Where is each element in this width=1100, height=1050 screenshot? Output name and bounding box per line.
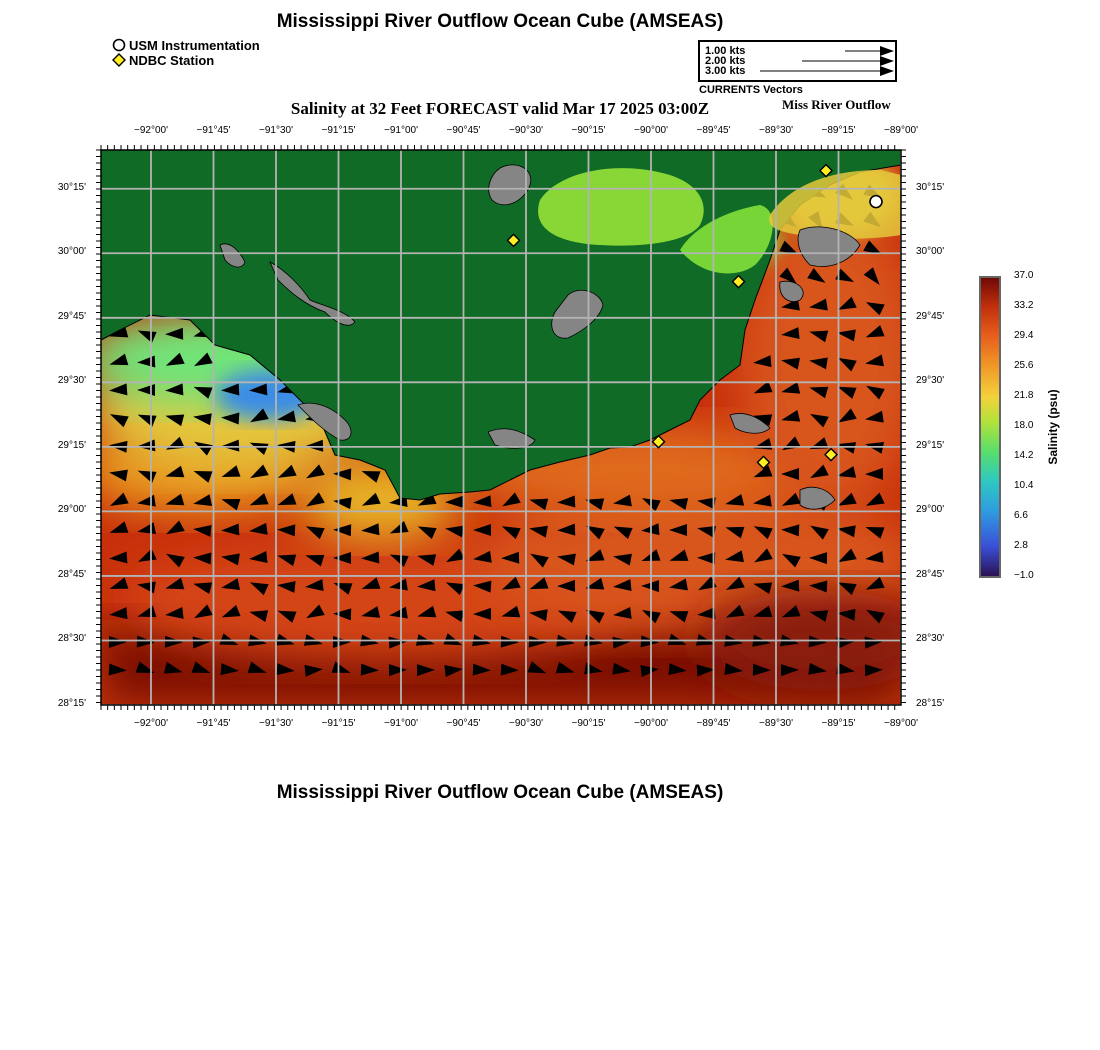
axis-tick-label: 30°00' bbox=[916, 246, 945, 258]
axis-tick-label: 29°15' bbox=[57, 439, 86, 451]
axis-tick-label: −89°45' bbox=[696, 125, 731, 136]
colorbar-tick-label: 33.2 bbox=[1014, 300, 1034, 311]
axis-tick-label: 28°45' bbox=[916, 568, 945, 580]
axis-tick-label: −89°30' bbox=[759, 718, 793, 729]
axis-tick-label: 30°00' bbox=[57, 246, 86, 258]
axis-tick-label: 29°45' bbox=[57, 310, 86, 322]
vector-label-1: 1.00 kts bbox=[705, 45, 746, 57]
axis-tick-label: 28°30' bbox=[57, 633, 86, 645]
axis-tick-label: −92°00' bbox=[134, 718, 168, 729]
usm-instrument-marker bbox=[870, 196, 882, 208]
axis-tick-label: −89°00' bbox=[884, 718, 918, 729]
axis-tick-label: 29°00' bbox=[57, 504, 86, 516]
legend-usm-label: USM Instrumentation bbox=[129, 37, 260, 53]
colorbar-tick-label: 25.6 bbox=[1014, 360, 1034, 371]
colorbar bbox=[975, 274, 1005, 579]
axis-tick-label: 30°15' bbox=[57, 181, 86, 193]
axis-tick-label: −91°15' bbox=[321, 125, 356, 136]
axis-tick-label: −91°45' bbox=[196, 125, 231, 136]
axis-tick-label: −89°45' bbox=[696, 718, 731, 729]
axis-tick-label: 28°15' bbox=[916, 698, 945, 709]
axis-tick-label: −91°00' bbox=[384, 125, 418, 136]
colorbar-tick-label: −1.0 bbox=[1014, 570, 1034, 581]
colorbar-tick-label: 14.2 bbox=[1014, 450, 1034, 461]
axis-tick-label: −92°00' bbox=[134, 125, 168, 136]
axis-tick-label: −91°45' bbox=[196, 718, 231, 729]
axis-tick-label: −90°30' bbox=[509, 125, 543, 136]
axis-tick-label: 29°45' bbox=[916, 310, 945, 322]
axis-tick-label: −90°00' bbox=[634, 718, 668, 729]
map-subtitle: Salinity at 32 Feet FORECAST valid Mar 17 2025 03:00Z bbox=[290, 99, 710, 118]
colorbar-tick-label: 18.0 bbox=[1014, 420, 1034, 431]
axis-tick-label: −89°30' bbox=[759, 125, 793, 136]
axis-tick-label: 29°15' bbox=[916, 439, 945, 451]
colorbar-tick-label: 10.4 bbox=[1014, 480, 1034, 491]
axis-tick-label: −90°00' bbox=[634, 125, 668, 136]
vector-label-3: 3.00 kts bbox=[705, 65, 746, 77]
axis-tick-label: −91°30' bbox=[259, 718, 293, 729]
colorbar-tick-label: 6.6 bbox=[1014, 510, 1028, 521]
vector-label-2: 2.00 kts bbox=[705, 55, 746, 67]
colorbar-title: Salinity (psu) bbox=[1046, 389, 1060, 465]
axis-tick-label: 29°30' bbox=[57, 375, 86, 387]
axis-tick-label: −90°45' bbox=[446, 125, 481, 136]
axis-tick-label: −90°45' bbox=[446, 718, 481, 729]
axis-tick-label: 29°30' bbox=[916, 375, 945, 387]
colorbar-tick-label: 29.4 bbox=[1014, 330, 1034, 341]
axis-tick-label: −91°00' bbox=[384, 718, 418, 729]
axis-tick-label: 28°45' bbox=[57, 568, 86, 580]
axis-tick-label: −89°00' bbox=[884, 125, 918, 136]
colorbar-tick-label: 21.8 bbox=[1014, 390, 1034, 401]
axis-tick-label: −91°30' bbox=[259, 125, 293, 136]
axis-tick-label: −89°15' bbox=[821, 125, 856, 136]
region-label: Miss River Outflow bbox=[782, 97, 891, 112]
axis-tick-label: −91°15' bbox=[321, 718, 356, 729]
axis-tick-label: 29°00' bbox=[916, 504, 945, 516]
axis-tick-label: 30°15' bbox=[916, 181, 945, 193]
axis-tick-label: −90°30' bbox=[509, 718, 543, 729]
colorbar-tick-label: 2.8 bbox=[1014, 540, 1028, 551]
figure-title-bottom: Mississippi River Outflow Ocean Cube (AMSEAS) bbox=[276, 782, 724, 803]
axis-tick-label: −90°15' bbox=[571, 718, 606, 729]
axis-tick-label: 28°30' bbox=[916, 633, 945, 645]
axis-tick-label: 28°15' bbox=[57, 698, 86, 709]
axis-tick-label: −90°15' bbox=[571, 125, 606, 136]
legend-ndbc-label: NDBC Station bbox=[129, 52, 215, 68]
axis-tick-label: −89°15' bbox=[821, 718, 856, 729]
vector-caption: CURRENTS Vectors bbox=[699, 84, 803, 96]
figure-title: Mississippi River Outflow Ocean Cube (AMSEAS) bbox=[276, 11, 724, 32]
colorbar-tick-label: 37.0 bbox=[1014, 270, 1034, 281]
